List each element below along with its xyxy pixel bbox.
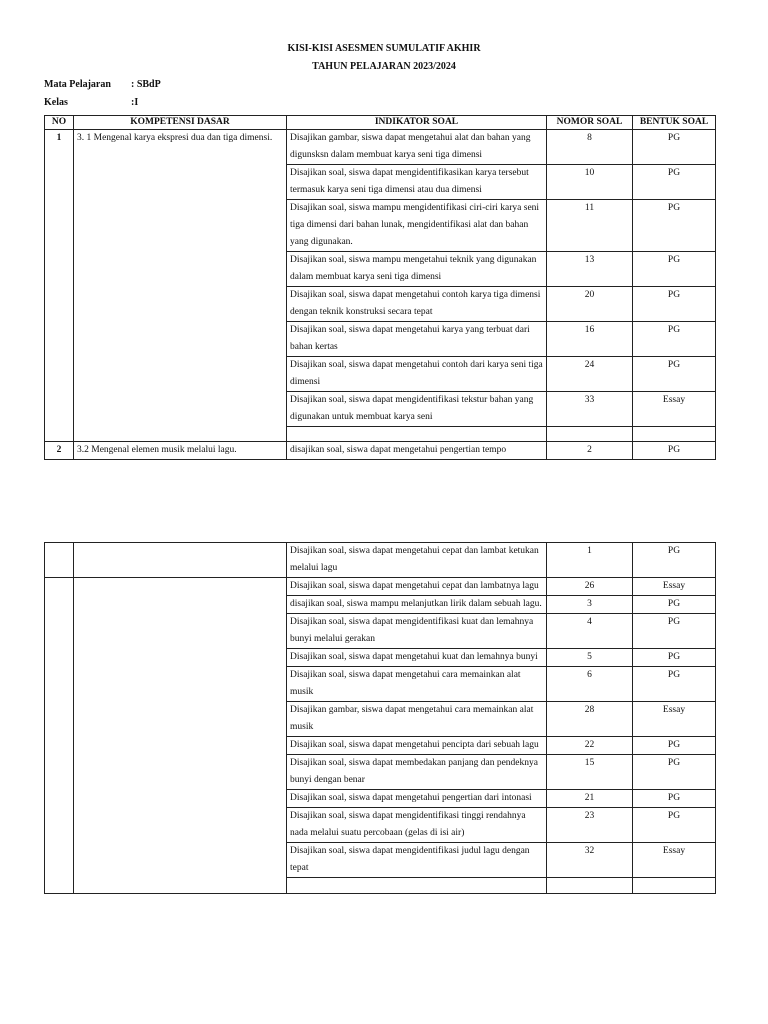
row-nomor: 24 — [547, 357, 633, 392]
row-bentuk: PG — [633, 287, 716, 322]
row-nomor: 10 — [547, 165, 633, 200]
header-indikator: INDIKATOR SOAL — [287, 116, 547, 130]
row-nomor: 15 — [547, 755, 633, 790]
row-bentuk: PG — [633, 322, 716, 357]
table-row — [45, 543, 716, 578]
row-indikator: Disajikan soal, siswa mampu mengidentifikasi ciri-ciri karya seni tiga dimensi dari bahan lunak, mengidentifikasi alat dan bahan yang digunakan. — [287, 200, 547, 252]
row-bentuk: Essay — [633, 392, 716, 427]
row-indikator: Disajikan gambar, siswa dapat mengetahui cara memainkan alat musik — [287, 702, 547, 737]
row-bentuk: PG — [633, 543, 716, 578]
row-nomor: 13 — [547, 252, 633, 287]
kisi-table-page1 — [44, 115, 716, 460]
row-indikator — [287, 878, 547, 894]
meta-subject — [44, 79, 161, 90]
row-indikator: Disajikan soal, siswa dapat mengetahui contoh karya tiga dimensi dengan teknik konstruksi secara tepat — [287, 287, 547, 322]
row-indikator: Disajikan soal, siswa dapat mengetahui pengertian dari intonasi — [287, 790, 547, 808]
row-nomor — [547, 427, 633, 442]
header-kompetensi: KOMPETENSI DASAR — [74, 116, 287, 130]
row-no — [45, 578, 74, 894]
row-no — [45, 543, 74, 578]
row-bentuk: PG — [633, 165, 716, 200]
row-indikator: Disajikan soal, siswa dapat mengetahui cara memainkan alat musik — [287, 667, 547, 702]
document-subtitle: TAHUN PELAJARAN 2023/2024 — [312, 61, 456, 72]
header-bentuk: BENTUK SOAL — [633, 116, 716, 130]
row-indikator — [287, 427, 547, 442]
row-bentuk: PG — [633, 755, 716, 790]
row-indikator: disajikan soal, siswa mampu melanjutkan lirik dalam sebuah lagu. — [287, 596, 547, 614]
meta-class — [44, 97, 138, 108]
row-nomor: 33 — [547, 392, 633, 427]
row-bentuk: PG — [633, 649, 716, 667]
row-indikator: Disajikan soal, siswa dapat mengetahui cepat dan lambatnya lagu — [287, 578, 547, 596]
row-indikator: Disajikan soal, siswa dapat mengetahui cepat dan lambat ketukan melalui lagu — [287, 543, 547, 578]
row-kompetensi: 3. 1 Mengenal karya ekspresi dua dan tiga dimensi. — [74, 130, 287, 442]
row-nomor: 22 — [547, 737, 633, 755]
row-nomor: 3 — [547, 596, 633, 614]
row-bentuk: PG — [633, 357, 716, 392]
row-bentuk: PG — [633, 200, 716, 252]
row-bentuk — [633, 878, 716, 894]
row-nomor: 4 — [547, 614, 633, 649]
row-indikator: Disajikan soal, siswa dapat mengetahui kuat dan lemahnya bunyi — [287, 649, 547, 667]
row-nomor: 20 — [547, 287, 633, 322]
row-bentuk: PG — [633, 790, 716, 808]
row-indikator: Disajikan soal, siswa dapat mengidentifikasi tinggi rendahnya nada melalui suatu percobaan (gelas di isi air) — [287, 808, 547, 843]
row-bentuk: Essay — [633, 702, 716, 737]
row-indikator: Disajikan soal, siswa dapat mengetahui contoh dari karya seni tiga dimensi — [287, 357, 547, 392]
row-bentuk: PG — [633, 442, 716, 460]
row-indikator: Disajikan soal, siswa dapat mengidentifikasikan karya tersebut termasuk karya seni tiga dimensi atau dua dimensi — [287, 165, 547, 200]
row-nomor: 32 — [547, 843, 633, 878]
meta-class-value: :I — [131, 97, 139, 108]
row-nomor: 5 — [547, 649, 633, 667]
meta-class-label: Kelas — [44, 97, 68, 108]
row-bentuk: PG — [633, 808, 716, 843]
document-title: KISI-KISI ASESMEN SUMULATIF AKHIR — [287, 43, 481, 54]
row-nomor: 1 — [547, 543, 633, 578]
row-indikator: disajikan soal, siswa dapat mengetahui pengertian tempo — [287, 442, 547, 460]
row-nomor: 26 — [547, 578, 633, 596]
row-bentuk: PG — [633, 667, 716, 702]
row-nomor: 11 — [547, 200, 633, 252]
row-kompetensi: 3.2 Mengenal elemen musik melalui lagu. — [74, 442, 287, 460]
row-bentuk: PG — [633, 130, 716, 165]
meta-subject-label: Mata Pelajaran — [44, 79, 111, 90]
row-bentuk: PG — [633, 252, 716, 287]
row-bentuk: Essay — [633, 578, 716, 596]
row-bentuk: PG — [633, 737, 716, 755]
header-row — [45, 116, 716, 130]
row-bentuk: PG — [633, 614, 716, 649]
row-indikator: Disajikan soal, siswa dapat mengetahui pencipta dari sebuah lagu — [287, 737, 547, 755]
header-nomor: NOMOR SOAL — [547, 116, 633, 130]
row-indikator: Disajikan soal, siswa dapat mengidentifikasi tekstur bahan yang digunakan untuk membuat karya seni — [287, 392, 547, 427]
row-indikator: Disajikan soal, siswa dapat mengetahui karya yang terbuat dari bahan kertas — [287, 322, 547, 357]
kisi-table-page2 — [44, 542, 716, 894]
row-indikator: Disajikan soal, siswa dapat mengidentifikasi kuat dan lemahnya bunyi melalui gerakan — [287, 614, 547, 649]
row-bentuk — [633, 427, 716, 442]
table-row — [45, 578, 716, 596]
row-bentuk: PG — [633, 596, 716, 614]
meta-subject-value: : SBdP — [131, 79, 161, 90]
row-nomor: 2 — [547, 442, 633, 460]
row-kompetensi — [74, 543, 287, 578]
row-nomor — [547, 878, 633, 894]
table-row — [45, 442, 716, 460]
table-row — [45, 130, 716, 165]
row-indikator: Disajikan gambar, siswa dapat mengetahui alat dan bahan yang digunsksn dalam membuat karya seni tiga dimensi — [287, 130, 547, 165]
row-nomor: 16 — [547, 322, 633, 357]
row-indikator: Disajikan soal, siswa mampu mengetahui teknik yang digunakan dalam membuat karya seni tiga dimensi — [287, 252, 547, 287]
row-nomor: 8 — [547, 130, 633, 165]
row-no: 2 — [45, 442, 74, 460]
row-nomor: 23 — [547, 808, 633, 843]
row-bentuk: Essay — [633, 843, 716, 878]
row-indikator: Disajikan soal, siswa dapat mengidentifikasi judul lagu dengan tepat — [287, 843, 547, 878]
header-no: NO — [45, 116, 74, 130]
row-nomor: 21 — [547, 790, 633, 808]
row-nomor: 6 — [547, 667, 633, 702]
row-no: 1 — [45, 130, 74, 442]
row-indikator: Disajikan soal, siswa dapat membedakan panjang dan pendeknya bunyi dengan benar — [287, 755, 547, 790]
row-kompetensi — [74, 578, 287, 894]
row-nomor: 28 — [547, 702, 633, 737]
